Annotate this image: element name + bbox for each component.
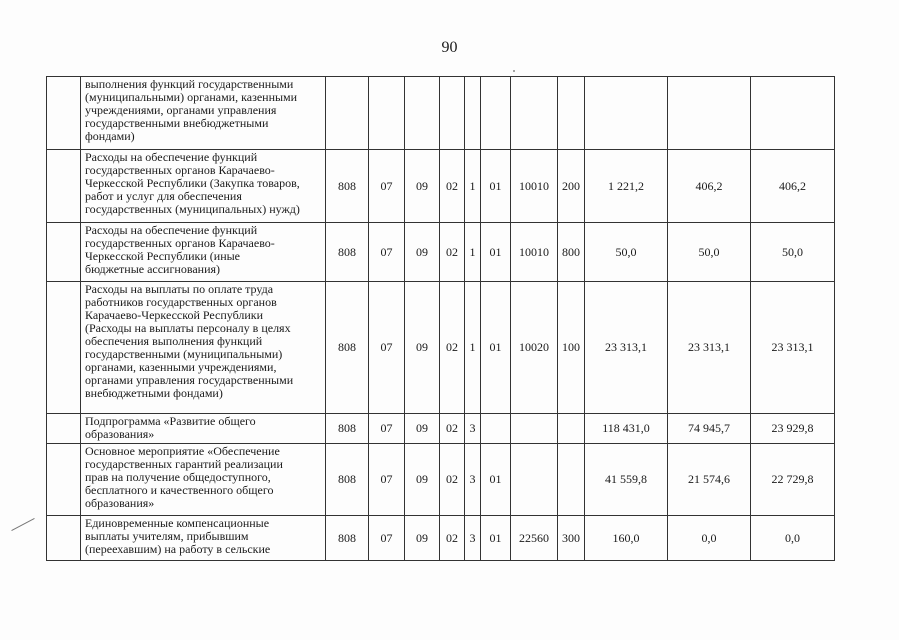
- expense-type-code: [558, 444, 585, 516]
- subsection-code: 09: [405, 414, 440, 444]
- amount-year-2: 74 945,7: [668, 414, 751, 444]
- table-row: [47, 282, 835, 414]
- subprogram-code: 1: [465, 223, 481, 282]
- section-code: 07: [369, 516, 405, 561]
- row-number-cell: [47, 282, 81, 414]
- main-event-code: 01: [481, 516, 511, 561]
- ministry-code: 808: [326, 444, 369, 516]
- ministry-code: 808: [326, 414, 369, 444]
- amount-year-1: 23 313,1: [585, 282, 668, 414]
- subprogram-code: 1: [465, 150, 481, 223]
- margin-mark: [11, 518, 34, 531]
- amount-year-2: 21 574,6: [668, 444, 751, 516]
- row-description: Расходы на обеспечение функций государственных органов Карачаево- Черкесской Республики (иные бюджетные ассигнования): [81, 223, 326, 282]
- table-row: [47, 444, 835, 516]
- subsection-code: 09: [405, 150, 440, 223]
- expense-type-code: [558, 77, 585, 150]
- amount-year-3: 23 929,8: [751, 414, 835, 444]
- subprogram-code: [465, 77, 481, 150]
- section-code: 07: [369, 414, 405, 444]
- section-code: [369, 77, 405, 150]
- row-number-cell: [47, 444, 81, 516]
- section-code: 07: [369, 282, 405, 414]
- program-code: [440, 77, 465, 150]
- direction-code: [511, 77, 558, 150]
- expense-type-code: 300: [558, 516, 585, 561]
- row-number-cell: [47, 77, 81, 150]
- amount-year-2: 406,2: [668, 150, 751, 223]
- scan-speck: [513, 70, 515, 72]
- amount-year-3: [751, 77, 835, 150]
- direction-code: 10010: [511, 150, 558, 223]
- amount-year-1: [585, 77, 668, 150]
- subsection-code: 09: [405, 444, 440, 516]
- ministry-code: 808: [326, 150, 369, 223]
- main-event-code: [481, 414, 511, 444]
- amount-year-3: 22 729,8: [751, 444, 835, 516]
- row-number-cell: [47, 150, 81, 223]
- page-number: 90: [441, 39, 458, 56]
- direction-code: 10010: [511, 223, 558, 282]
- subprogram-code: 3: [465, 444, 481, 516]
- budget-table-wrapper: [46, 76, 835, 561]
- program-code: 02: [440, 223, 465, 282]
- ministry-code: [326, 77, 369, 150]
- amount-year-1: 41 559,8: [585, 444, 668, 516]
- main-event-code: 01: [481, 282, 511, 414]
- amount-year-3: 50,0: [751, 223, 835, 282]
- main-event-code: [481, 77, 511, 150]
- direction-code: [511, 414, 558, 444]
- subprogram-code: 3: [465, 414, 481, 444]
- amount-year-1: 50,0: [585, 223, 668, 282]
- amount-year-2: 23 313,1: [668, 282, 751, 414]
- row-description: Единовременные компенсационные выплаты учителям, прибывшим (переехавшим) на работу в сельские: [81, 516, 326, 561]
- budget-table: [46, 76, 835, 561]
- expense-type-code: [558, 414, 585, 444]
- section-code: 07: [369, 223, 405, 282]
- expense-type-code: 200: [558, 150, 585, 223]
- program-code: 02: [440, 414, 465, 444]
- row-number-cell: [47, 516, 81, 561]
- section-code: 07: [369, 150, 405, 223]
- row-number-cell: [47, 223, 81, 282]
- table-row: [47, 414, 835, 444]
- ministry-code: 808: [326, 516, 369, 561]
- ministry-code: 808: [326, 223, 369, 282]
- subprogram-code: 1: [465, 282, 481, 414]
- amount-year-1: 160,0: [585, 516, 668, 561]
- amount-year-2: 50,0: [668, 223, 751, 282]
- row-description: Подпрограмма «Развитие общего образования»: [81, 414, 326, 444]
- table-row: [47, 150, 835, 223]
- table-body: [47, 77, 835, 561]
- table-row: [47, 77, 835, 150]
- direction-code: [511, 444, 558, 516]
- direction-code: 10020: [511, 282, 558, 414]
- ministry-code: 808: [326, 282, 369, 414]
- program-code: 02: [440, 444, 465, 516]
- subsection-code: [405, 77, 440, 150]
- amount-year-3: 406,2: [751, 150, 835, 223]
- direction-code: 22560: [511, 516, 558, 561]
- program-code: 02: [440, 150, 465, 223]
- expense-type-code: 100: [558, 282, 585, 414]
- row-number-cell: [47, 414, 81, 444]
- amount-year-1: 1 221,2: [585, 150, 668, 223]
- amount-year-2: 0,0: [668, 516, 751, 561]
- program-code: 02: [440, 516, 465, 561]
- row-description: Расходы на обеспечение функций государственных органов Карачаево- Черкесской Республики (Закупка товаров, работ и услуг для обеспечения государственных (муниципальных) нужд): [81, 150, 326, 223]
- subsection-code: 09: [405, 282, 440, 414]
- amount-year-1: 118 431,0: [585, 414, 668, 444]
- amount-year-3: 23 313,1: [751, 282, 835, 414]
- table-row: [47, 223, 835, 282]
- amount-year-2: [668, 77, 751, 150]
- row-description: выполнения функций государственными (муниципальными) органами, казенными учреждениями, органами управления государственными внебюджетными фондами): [81, 77, 326, 150]
- row-description: Расходы на выплаты по оплате труда работников государственных органов Карачаево-Черкесской Республики (Расходы на выплаты персоналу в целях обеспечения выполнения функций государственными (муниципальными) органами, казенными учреждениями, органами управления государственными внебюджетными фондами): [81, 282, 326, 414]
- amount-year-3: 0,0: [751, 516, 835, 561]
- main-event-code: 01: [481, 150, 511, 223]
- program-code: 02: [440, 282, 465, 414]
- expense-type-code: 800: [558, 223, 585, 282]
- subsection-code: 09: [405, 516, 440, 561]
- table-row: [47, 516, 835, 561]
- section-code: 07: [369, 444, 405, 516]
- subprogram-code: 3: [465, 516, 481, 561]
- subsection-code: 09: [405, 223, 440, 282]
- row-description: Основное мероприятие «Обеспечение государственных гарантий реализации прав на получение общедоступного, бесплатного и качественного общего образования»: [81, 444, 326, 516]
- main-event-code: 01: [481, 444, 511, 516]
- main-event-code: 01: [481, 223, 511, 282]
